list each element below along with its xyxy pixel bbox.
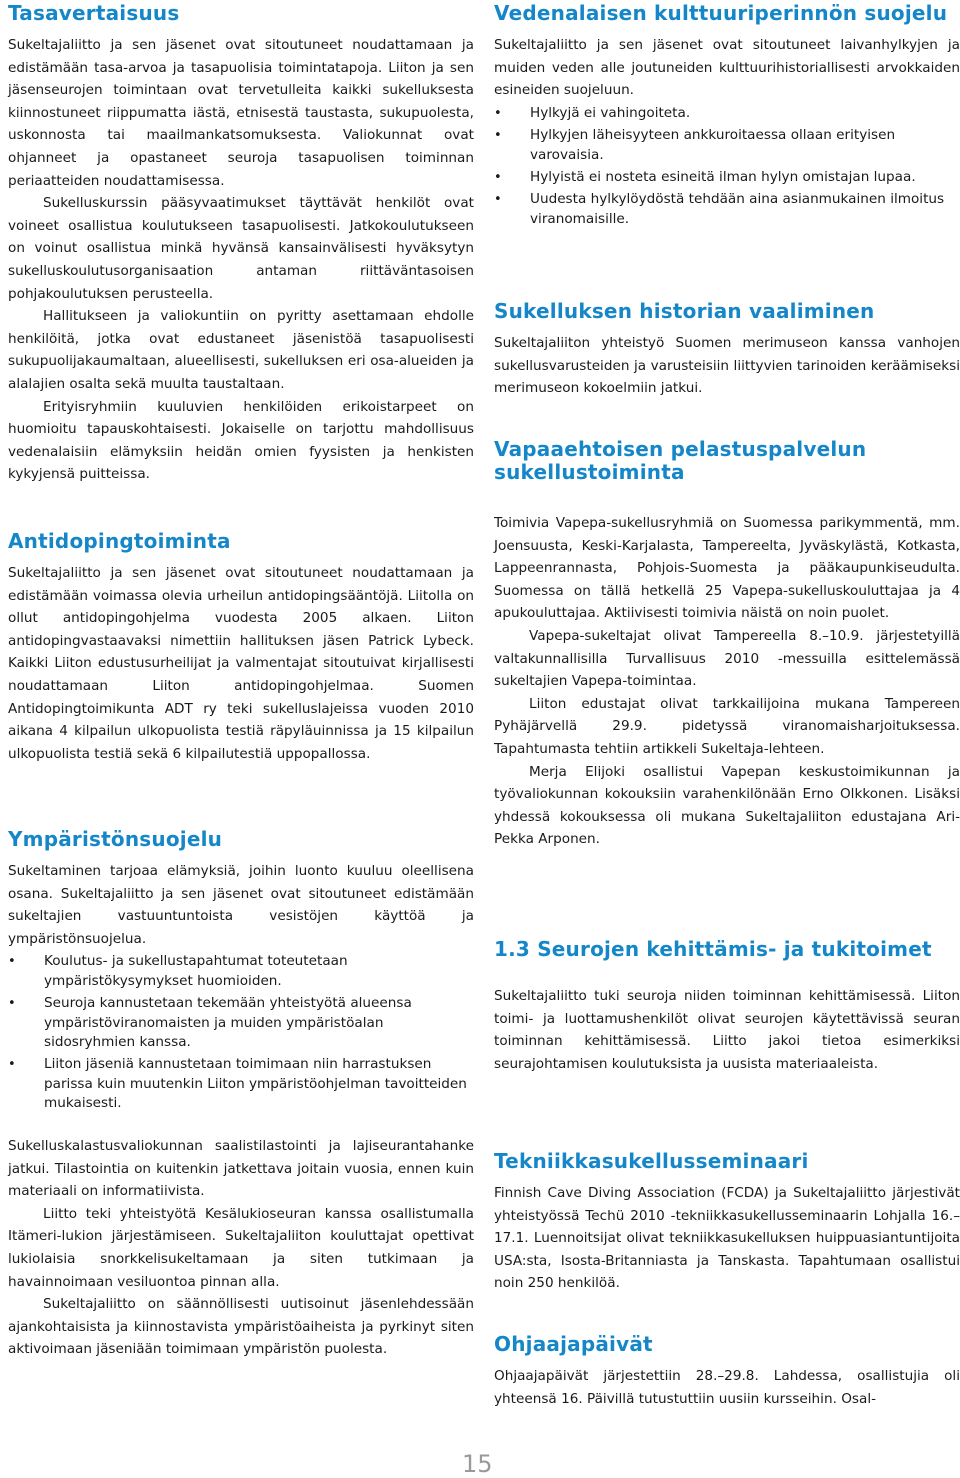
page-number: 15 — [462, 1450, 493, 1478]
paragraph: Sukeltajaliitto ja sen jäsenet ovat sitoutuneet laivanhylkyjen ja muiden veden alle joutuneiden kulttuurihistoriallisesti arvokkaiden esineiden suojeluun. — [494, 37, 960, 99]
section-ohjaajapaivat — [494, 1333, 960, 1410]
paragraph: Erityisryhmiin kuuluvien henkilöiden erikoistarpeet on huomioitu tapauskohtaisesti. Jokaiselle on tarjottu mahdollisuus vedenalaisiin elämyksiin heidän omien fyysisten ja henkisten kykyjensä puitteissa. — [8, 398, 474, 483]
paragraph: Sukelluskalastusvaliokunnan saalistilastointi ja lajiseurantahanke jatkui. Tilastointia on kuitenkin jatkettava joitain vuosia, ennen kuin materiaali on informatiivista. — [8, 1138, 474, 1200]
list-item: • Liiton jäseniä kannustetaan toimimaan niin harrastuksen parissa kuin muutenkin Liiton ympäristöohjelman tavoitteiden mukaisesti. — [8, 1055, 474, 1113]
heading-ohjaajapaivat: Ohjaajapäivät — [494, 1332, 653, 1356]
paragraph: Merja Elijoki osallistui Vapepan keskustoimikunnan ja työvaliokunnan kokouksiin varahenkilönään Erno Olkkonen. Lisäksi yhdessä kokouksessa oli mukana Sukeltajaliiton edustajana Ari-Pekka Arponen. — [494, 763, 960, 848]
paragraph: Ohjaajapäivät järjestettiin 28.–29.8. Lahdessa, osallistujia oli yhteensä 16. Päivillä tutustuttiin uusiin kursseihin. Osal- — [494, 1368, 960, 1407]
heading-seurojen-kehittaminen: 1.3 Seurojen kehittämis- ja tukitoimet — [494, 937, 932, 961]
list-item: • Seuroja kannustetaan tekemään yhteistyötä alueensa ympäristöviranomaisten ja muiden ympäristöalan sidosryhmien kanssa. — [8, 994, 474, 1052]
paragraph: Sukeltajaliitto on säännöllisesti uutisoinut jäsenlehdessään ajankohtaisista ja kiinnostavista ympäristöaiheista ja pyrkinyt siten aktivoimaan jäseniään toimimaan ympäristön puolesta. — [8, 1296, 474, 1358]
paragraph: Sukeltajaliitto ja sen jäsenet ovat sitoutuneet noudattamaan ja edistämään voimassa olevia urheilun antidopingsääntöjä. Liitolla on ollut antidopingohjelma vuodesta 2005 alkaen. Liiton antidopingvastaavaksi nimettiin hallituksen jäsen Patrick Lybeck. Kaikki Liiton edustusurheilijat ja valmentajat sitoutuivat kirjallisesti noudattamaan Liiton antidopingohjelmaa. Suomen Antidopingtoimikunta ADT ry teki sukelluslajeissa vuoden 2010 aikana 4 kilpailun ulkopuolista testiä räpyläuinnissa ja 15 kilpailun ulkopuolista testiä sekä 6 kilpailutestiä uppopallossa. — [8, 565, 474, 762]
section-historia — [494, 300, 960, 400]
heading-vapepa: Vapaaehtoisen pelastuspalvelun sukellustoiminta — [494, 437, 867, 484]
section-tasavertaisuus — [8, 2, 474, 486]
paragraph: Liiton edustajat olivat tarkkailijoina mukana Tampereen Pyhäjärvellä 29.9. pidetyssä viranomaisharjoituksessa. Tapahtumasta tehtiin artikkeli Sukeltaja-lehteen. — [494, 695, 960, 757]
bullet-list — [8, 952, 474, 1113]
heading-historia: Sukelluksen historian vaaliminen — [494, 299, 875, 323]
paragraph: Liitto teki yhteistyötä Kesälukioseuran kanssa osallistumalla Itämeri-lukion järjestämiseen. Sukeltajaliiton kouluttajat opettivat lukiolaisia snorkkelisukeltamaan ja siten tutkimaan ja havainnoimaan vesiluontoa pinnan alla. — [8, 1205, 474, 1290]
section-antidoping — [8, 530, 474, 765]
paragraph: Sukeltajaliitto tuki seuroja niiden toiminnan kehittämisessä. Liiton toimi- ja luottamushenkilöt olivat seurojen käytettävissä seuran toiminnan kehittämisessä. Liitto jakoi tietoa esimerkiksi seurajohtamisen koulutuksista ja uusista materiaaleista. — [494, 988, 960, 1072]
paragraph: Sukeltaminen tarjoaa elämyksiä, joihin luonto kuuluu oleellisena osana. Sukeltajaliitto ja sen jäsenet ovat sitoutuneet edistämään sukeltajien vastuuntuntoista vesistöjen käyttöä ja ympäristönsuojelua. — [8, 863, 474, 947]
paragraph: Sukeltajaliiton yhteistyö Suomen merimuseon kanssa vanhojen sukellusvarusteiden ja varusteisiin liittyvien tarinoiden keräämiseksi merimuseon kokoelmiin jatkui. — [494, 335, 960, 397]
list-item: • Uudesta hylkylöydöstä tehdään aina asianmukainen ilmoitus viranomaisille. — [494, 190, 960, 229]
heading-tasavertaisuus: Tasavertaisuus — [8, 1, 180, 25]
paragraph: Vapepa-sukeltajat olivat Tampereella 8.–10.9. järjestetyillä valtakunnallisilla Turvallisuus 2010 -messuilla esittelemässä sukeltajien Vapepa-toimintaa. — [494, 627, 960, 690]
heading-antidoping: Antidopingtoiminta — [8, 529, 231, 553]
section-kulttuuriperinto — [494, 2, 960, 232]
list-item: • Hylkyjä ei vahingoiteta. — [494, 104, 960, 123]
heading-ymparistonsuojelu: Ympäristönsuojelu — [8, 827, 223, 851]
bullet-list — [494, 104, 960, 229]
heading-tekniikkasukellus: Tekniikkasukellusseminaari — [494, 1149, 809, 1173]
list-item: • Hylyistä ei nosteta esineitä ilman hylyn omistajan lupaa. — [494, 168, 960, 187]
paragraph: Finnish Cave Diving Association (FCDA) ja Sukeltajaliitto järjestivät yhteistyössä Techü 2010 -tekniikkasukellusseminaarin Lohjalla 16.–17.1. Luennoitsijat olivat tekniikkasukelluksen huippuasiantuntijoita USA:sta, Isosta-Britanniasta ja Tanskasta. Tapahtumaan osallistui noin 250 henkilöä. — [494, 1185, 960, 1292]
section-vapepa — [494, 438, 960, 851]
heading-kulttuuriperinto: Vedenalaisen kulttuuriperinnön suojelu — [494, 1, 948, 25]
list-item: • Koulutus- ja sukellustapahtumat toteutetaan ympäristökysymykset huomioiden. — [8, 952, 474, 991]
list-item: • Hylkyjen läheisyyteen ankkuroitaessa ollaan erityisen varovaisia. — [494, 126, 960, 165]
section-seurojen-kehittaminen — [494, 938, 960, 1075]
paragraph: Hallitukseen ja valiokuntiin on pyritty asettamaan ehdolle henkilöitä, jotka ovat edustaneet jäsenistöä tasapuolisesti sukupuolijakaumaltaan, alueellisesti, sukelluksen eri osa-alueiden ja alalajien osalta sekä muulta taustaltaan. — [8, 308, 474, 392]
paragraph: Sukeltajaliitto ja sen jäsenet ovat sitoutuneet noudattamaan ja edistämään tasa-arvoa ja tasapuolisia toimintatapoja. Liiton ja sen jäsenseurojen toimintaan ovat tervetulleita kaikki sukelluksesta kiinnostuneet riippumatta iästä, etnisestä taustasta, sukupuolesta, uskonnosta tai maailmankatsomuksesta. Valiokunnat ovat ohjanneet ja opastaneet seuroja tasapuolisen toiminnan periaatteiden noudattamisessa. — [8, 37, 474, 189]
section-ymparistonsuojelu — [8, 828, 474, 1117]
section-sukelluskalastus — [8, 1135, 474, 1361]
paragraph: Sukelluskurssin pääsyvaatimukset täyttävät henkilöt ovat voineet osallistua koulutukseen tasapuolisesti. Jatkokoulutukseen on voinut osallistua minkä hyvänsä kansainvälisesti hyväksytyn sukelluskoulutusorganisaation antaman riittäväntasoisen pohjakoulutuksen perusteella. — [8, 195, 474, 302]
paragraph: Toimivia Vapepa-sukellusryhmiä on Suomessa parikymmentä, mm. Joensuusta, Keski-Karjalasta, Tampereelta, Jyväskylästä, Kotkasta, Lappeenrannasta, Pohjois-Suomesta ja pääkaupunkiseudulta. Suomessa on tällä hetkellä 25 Vapepa-sukelluskouluttajaa ja 4 apukouluttajaa. Aktiivisesti toimivia näistä on noin puolet. — [494, 515, 960, 622]
section-tekniikkasukellus — [494, 1150, 960, 1295]
